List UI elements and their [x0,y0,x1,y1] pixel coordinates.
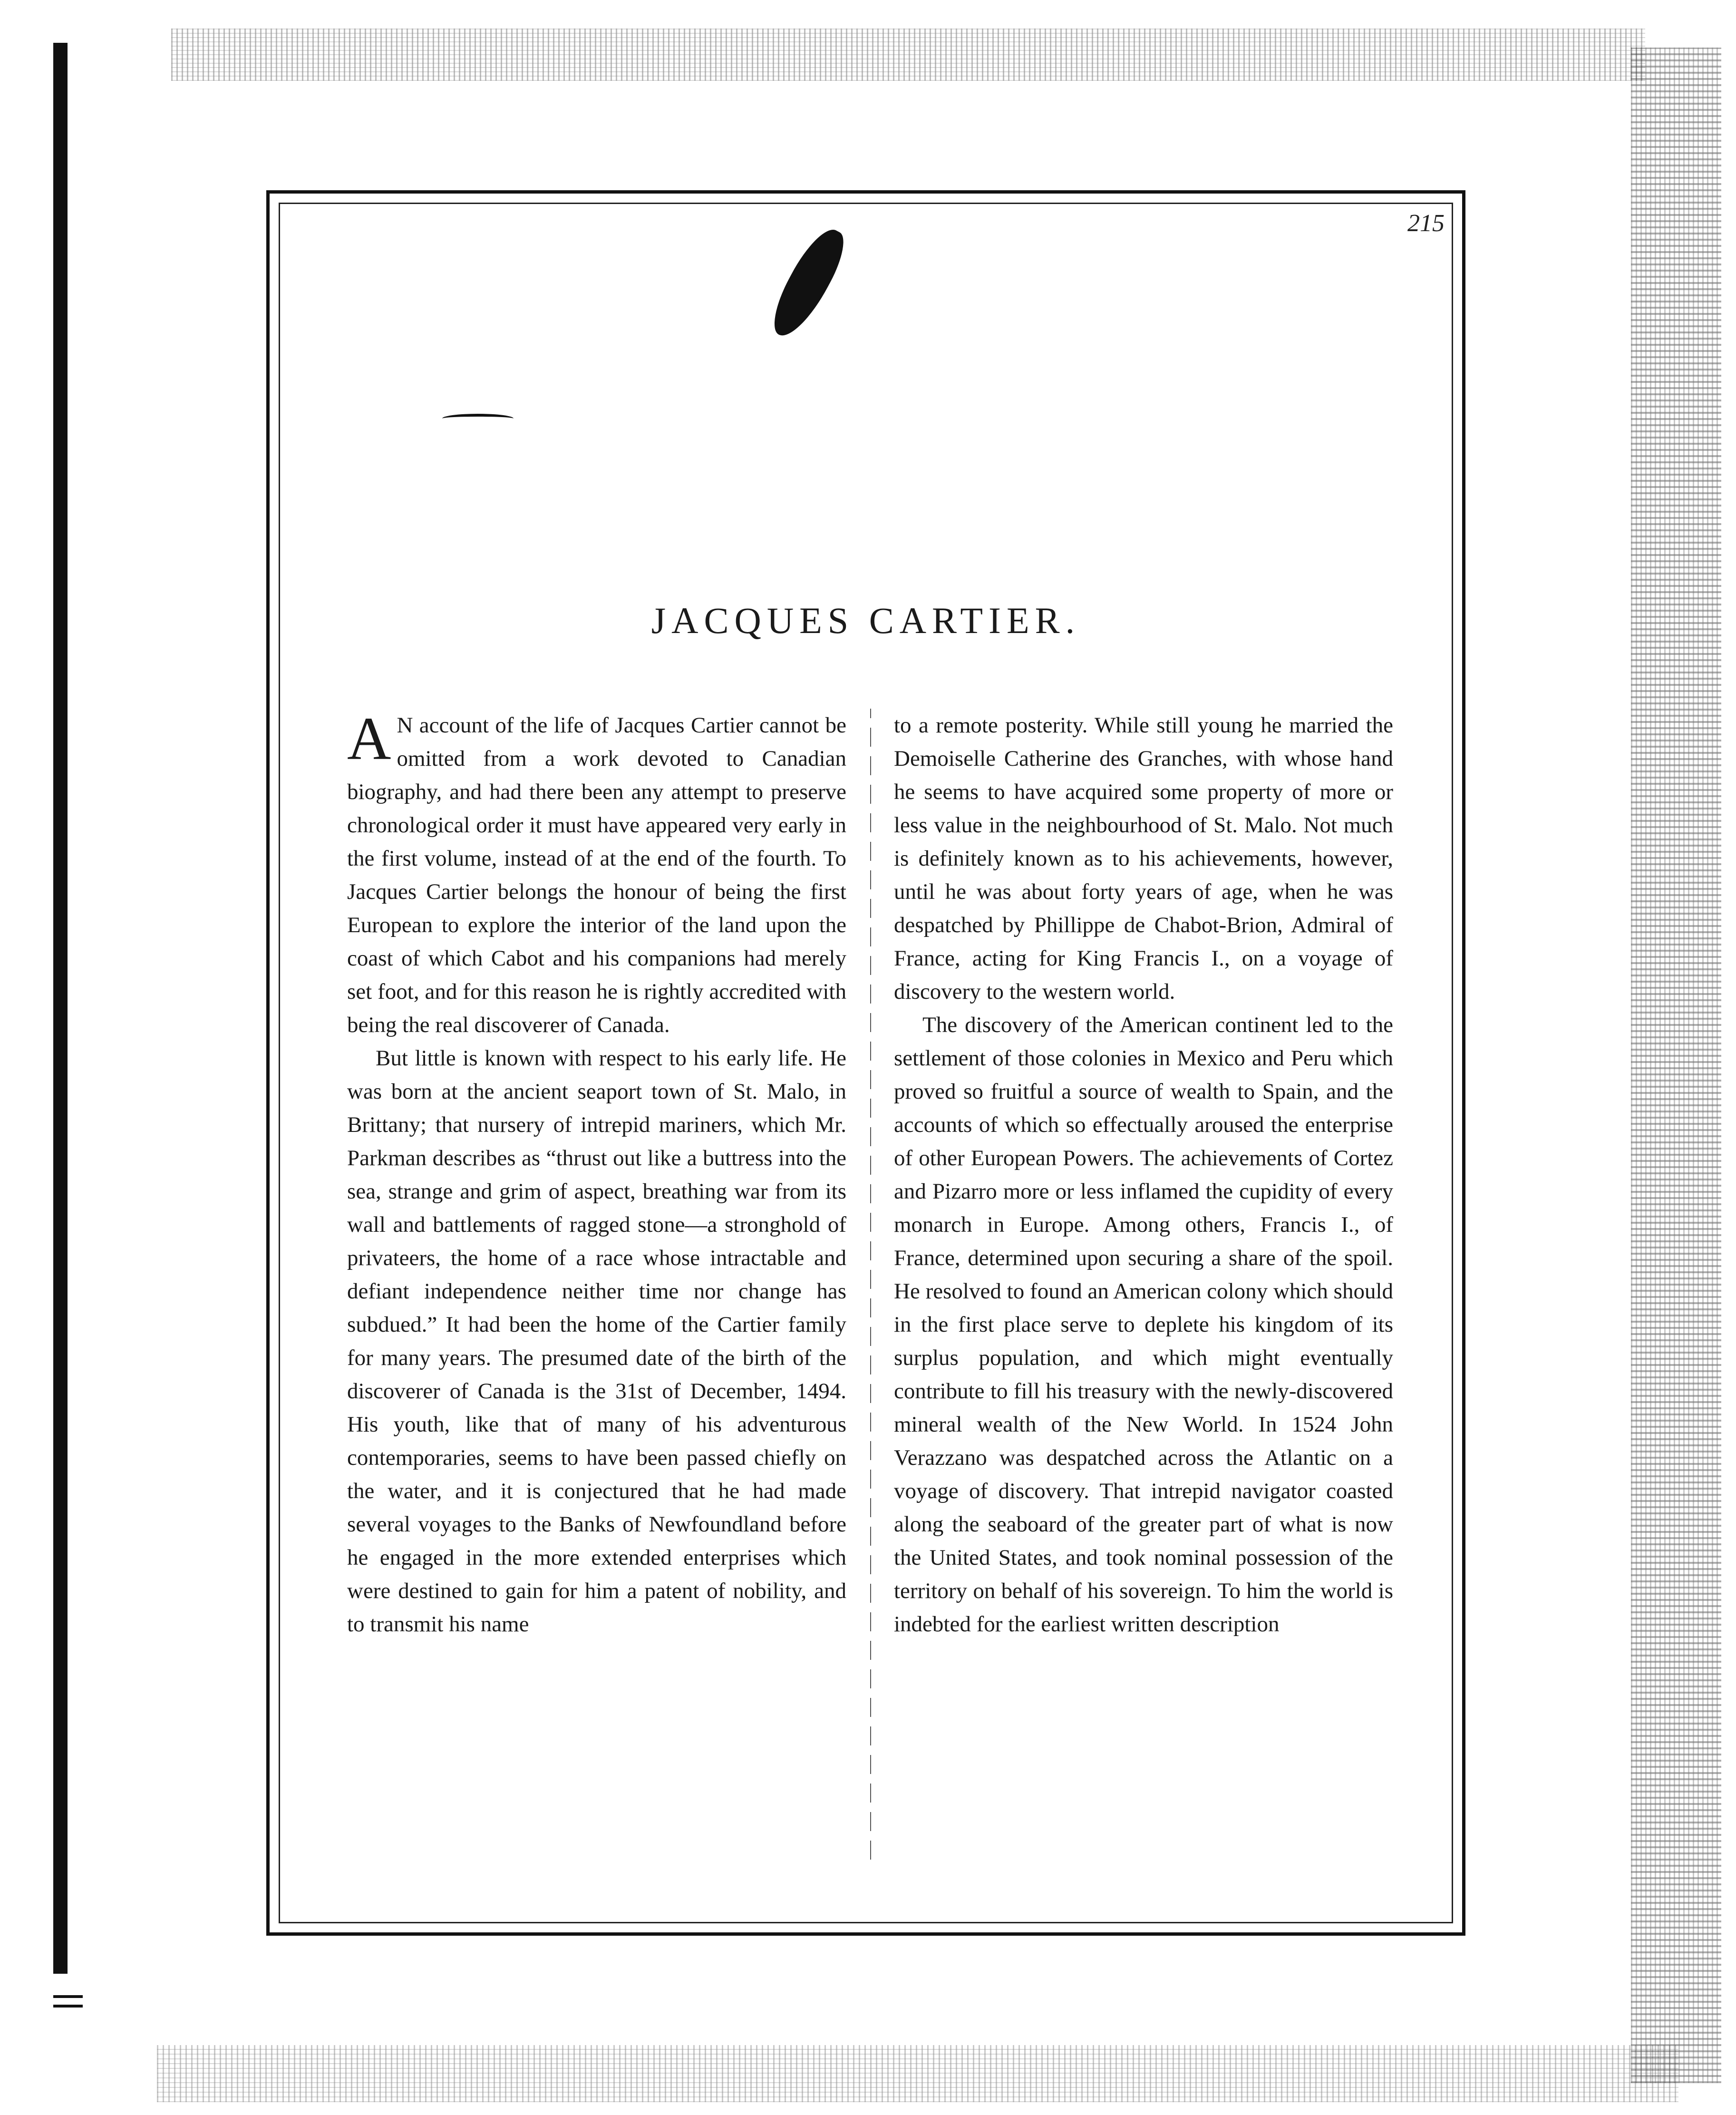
scan-noise-top [171,29,1645,81]
scan-edge-left [53,43,68,1974]
left-column [347,705,846,1641]
paragraph [347,705,846,1042]
paragraph: The discovery of the American continent led to the settlement of those colonies in Mexico and Peru which proved so fruitful a source of wealth to Spain, and the accounts of which so effectually aroused the enterprise of other European Powers. The achievements of Cortez and Pizarro more or less inflamed the cupidity of every monarch in Europe. Among others, Francis I., of France, determined upon securing a share of the spoil. He resolved to found an American colony which should in the first place serve to deplete his kingdom of its surplus population, and which might eventually contribute to fill his treasury with the newly-discovered mineral wealth of the New World. In 1524 John Verazzano was despatched across the Atlantic on a voyage of discovery. That intrepid navigator coasted along the seaboard of the greater part of what is now the United States, and took nominal possession of the territory on behalf of his sovereign. To him the world is indebted for the earliest written description [894,1013,1393,1637]
drop-cap: A [347,705,391,772]
paragraph: But little is known with respect to his early life. He was born at the ancient seaport town of St. Malo, in Brittany; that nursery of intrepid mariners, which Mr. Parkman describes as “thrust out like a buttress into the sea, strange and grim of aspect, breathing war from its wall and battlements of ragged stone—a stronghold of privateers, the home of a race whose intractable and defiant independence neither time nor change has subdued.” It had been the home of the Cartier family for many years. The presumed date of the birth of the discoverer of Canada is the 31st of December, 1494. His youth, like that of many of his adventurous contemporaries, seems to have been passed chiefly on the water, and it is conjectured that he had made several voyages to the Banks of Newfoundland before he engaged in the more extended enterprises which were destined to gain for him a patent of nobility, and to transmit his name [347,1046,846,1637]
ink-mark [442,414,514,423]
column-divider [870,709,871,1860]
paragraph: to a remote posterity. While still young he married the Demoiselle Catherine des Granches, with whose hand he seems to have acquired some property of more or less value in the neighbourhood of St. Malo. Not much is definitely known as to his achievements, however, until he was about forty years of age, when he was despatched by Phillippe de Chabot-Brion, Admiral of France, acting for King Francis I., on a voyage of discovery to the western world. [894,713,1393,1004]
scan-noise-bottom [157,2045,1678,2102]
scan-noise-right [1631,48,1721,2083]
page-number: 215 [1407,210,1445,237]
article-body [347,705,1393,1860]
right-column [894,709,1393,1641]
paragraph-text: N account of the life of Jacques Cartier cannot be omitted from a work devoted to Canadian biography, and had there been any attempt to preserve chronological order it must have appeared very early in the first volume, instead of at the end of the fourth. To Jacques Cartier belongs the honour of being the first European to explore the interior of the land upon the coast of which Cabot and his companions had merely set foot, and for this reason he is rightly accredited with being the real discoverer of Canada. [347,713,846,1037]
page-title: JACQUES CARTIER. [651,600,1081,641]
scan-edge-marks [53,1995,83,2014]
